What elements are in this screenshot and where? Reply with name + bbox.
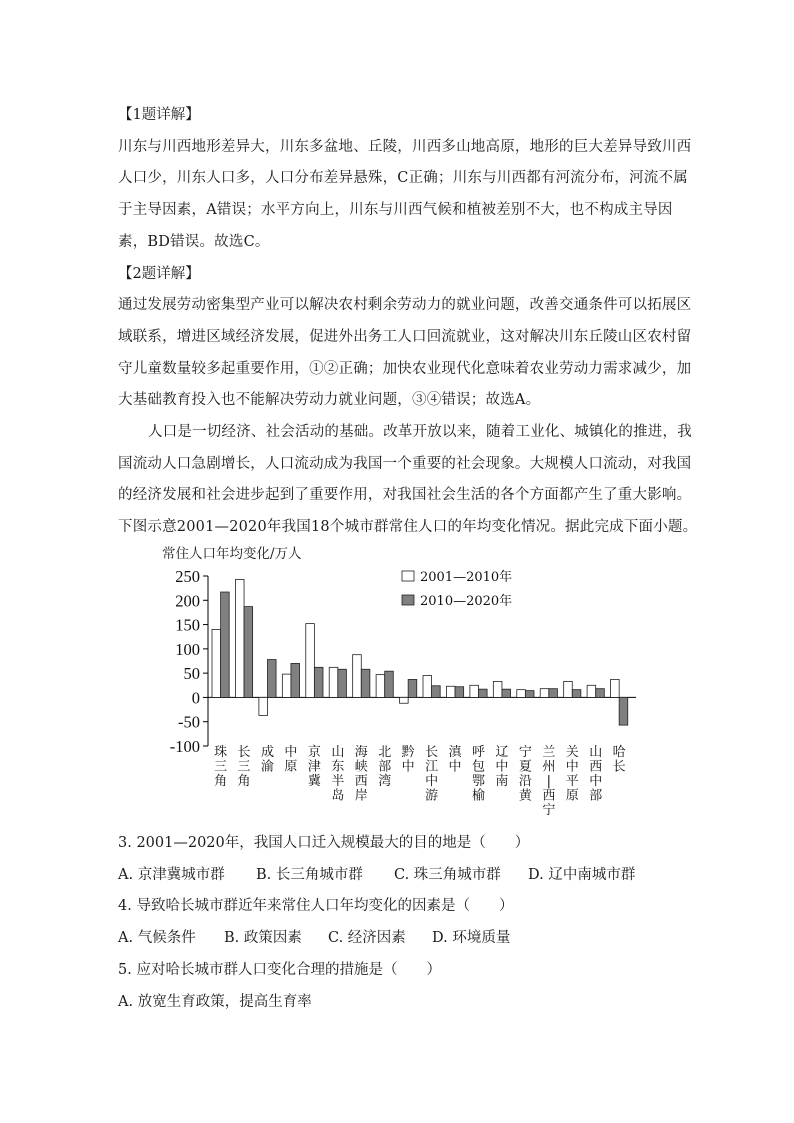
bar-2001-2010	[446, 686, 455, 697]
bar-2001-2010	[611, 679, 620, 697]
chart-legend	[402, 569, 512, 609]
q2-detail-heading: 【2题详解】	[118, 265, 200, 282]
q1-detail-line: 于主导因素，A错误；水平方向上，川东与川西气候和植被差别不大，也不构成主导因	[118, 202, 673, 219]
bar-2010-2020	[455, 687, 464, 698]
bar-2010-2020	[221, 592, 230, 697]
bar-2010-2020	[267, 660, 276, 698]
intro-line: 下图示意2001—2020年我国18个城市群常住人口的年均变化情况。据此完成下面小题。	[118, 519, 698, 536]
bar-2001-2010	[400, 697, 409, 703]
option-a[interactable]: A. 放宽生育政策，提高生育率	[118, 993, 312, 1010]
intro-line: 国流动人口急剧增长，人口流动成为我国一个重要的社会现象。大规模人口流动，对我国	[118, 455, 692, 472]
q2-detail-line: 大基础教育投入也不能解决劳动力就业问题，③④错误；故选A。	[118, 392, 541, 409]
x-tick-label: 黔中	[401, 745, 415, 775]
y-tick-label: -100	[169, 737, 200, 756]
option-b[interactable]: B. 长三角城市群	[256, 866, 363, 883]
bar-2010-2020	[244, 607, 253, 698]
bar-2010-2020	[619, 697, 628, 725]
bar-2010-2020	[478, 689, 487, 697]
question-5-stem: 5. 应对哈长城市群人口变化合理的措施是（ ）	[118, 961, 441, 978]
bar-2010-2020	[549, 689, 558, 698]
bar-2001-2010	[587, 685, 596, 697]
x-tick-label: 京津冀	[307, 745, 321, 789]
bar-2010-2020	[338, 669, 347, 697]
y-tick-label: 250	[175, 567, 200, 586]
bar-2010-2020	[314, 667, 323, 697]
bar-2010-2020	[361, 669, 370, 697]
x-tick-label: 兰州|西宁	[542, 745, 556, 818]
bar-2010-2020	[572, 690, 581, 698]
bar-2010-2020	[502, 689, 511, 697]
y-tick-label: 200	[175, 591, 200, 611]
y-tick-label: -50	[178, 712, 200, 732]
bar-2010-2020	[596, 689, 605, 698]
intro-line: 的经济发展和社会进步起到了重要作用，对我国社会生活的各个方面都产生了重大影响。	[118, 487, 692, 504]
x-tick-label: 哈长	[612, 745, 626, 775]
bar-2001-2010	[493, 681, 502, 697]
x-tick-label: 关中平原	[565, 745, 579, 804]
bar-2010-2020	[385, 671, 394, 697]
legend-label: 2010—2020年	[420, 594, 513, 609]
x-tick-label: 长江中游	[425, 745, 439, 804]
option-d[interactable]: D. 环境质量	[432, 930, 511, 947]
x-tick-label: 山东半岛	[331, 745, 345, 804]
x-tick-label: 呼包鄂榆	[471, 745, 485, 804]
legend-swatch	[402, 571, 414, 581]
bar-2001-2010	[376, 675, 385, 698]
bar-2001-2010	[540, 689, 549, 698]
question-3-stem: 3. 2001—2020年，我国人口迁入规模最大的目的地是（ ）	[118, 835, 530, 851]
legend-label: 2001—2010年	[420, 570, 513, 585]
question-5-options	[118, 987, 678, 1019]
bar-2010-2020	[408, 679, 417, 697]
y-tick-label: 50	[183, 664, 200, 684]
q2-detail-line: 守儿童数量较多起重要作用，①②正确；加快农业现代化意味着农业劳动力需求减少，加	[118, 360, 692, 377]
x-tick-label: 中原	[284, 745, 298, 775]
legend-swatch	[402, 595, 414, 605]
x-tick-label: 海峡西岸	[354, 745, 368, 804]
bar-2010-2020	[291, 663, 300, 697]
bar-2010-2020	[525, 691, 534, 698]
x-tick-label: 长三角	[237, 745, 251, 789]
q1-detail-heading: 【1题详解】	[118, 107, 200, 123]
bar-2001-2010	[564, 681, 573, 697]
x-tick-label: 成渝	[260, 745, 274, 775]
questions-section	[118, 828, 678, 1018]
x-tick-label: 山西中部	[589, 745, 603, 804]
option-a[interactable]: A. 京津冀城市群	[118, 866, 225, 883]
bar-2010-2020	[432, 686, 441, 698]
bar-2001-2010	[329, 667, 338, 697]
bar-2001-2010	[306, 624, 315, 698]
x-tick-label: 辽中南	[495, 745, 509, 789]
bar-2001-2010	[470, 685, 479, 697]
population-change-chart	[150, 540, 670, 820]
option-b[interactable]: B. 政策因素	[224, 930, 302, 947]
intro-line: 人口是一切经济、社会活动的基础。改革开放以来，随着工业化、城镇化的推进，我	[148, 424, 692, 441]
chart-x-labels	[214, 744, 626, 818]
q1-detail-line: 人口少，川东人口多，人口分布差异悬殊，C正确；川东与川西都有河流分布，河流不属	[118, 170, 688, 187]
option-c[interactable]: C. 经济因素	[328, 930, 406, 947]
bar-2001-2010	[235, 579, 244, 697]
bar-2001-2010	[423, 676, 432, 698]
x-tick-label: 宁夏沿黄	[518, 745, 532, 804]
q1-detail-line: 素，BD错误。故选C。	[118, 233, 270, 250]
option-d[interactable]: D. 辽中南城市群	[528, 866, 636, 883]
bar-2001-2010	[259, 697, 268, 715]
x-tick-label: 珠三角	[214, 745, 228, 789]
y-tick-label: 100	[175, 639, 200, 659]
y-tick-label: 0	[191, 688, 200, 708]
bar-2001-2010	[353, 655, 362, 698]
question-3-options	[118, 860, 678, 892]
x-tick-label: 北部湾	[378, 745, 392, 789]
question-4-options	[118, 923, 678, 955]
bar-2001-2010	[517, 690, 526, 698]
option-c[interactable]: C. 珠三角城市群	[394, 866, 501, 883]
x-tick-label: 滇中	[448, 745, 462, 775]
option-a[interactable]: A. 气候条件	[118, 930, 196, 947]
y-axis-label: 常住人口年均变化/万人	[162, 546, 302, 562]
q1-detail-line: 川东与川西地形差异大，川东多盆地、丘陵，川西多山地高原，地形的巨大差异导致川西	[118, 138, 692, 155]
bar-2001-2010	[282, 674, 291, 697]
q2-detail-line: 通过发展劳动密集型产业可以解决农村剩余劳动力的就业问题，改善交通条件可以拓展区	[118, 297, 692, 314]
question-4-stem: 4. 导致哈长城市群近年来常住人口年均变化的因素是（ ）	[118, 898, 514, 915]
q2-detail-line: 域联系，增进区域经济发展，促进外出务工人口回流就业，这对解决川东丘陵山区农村留	[118, 328, 692, 345]
bar-2001-2010	[212, 629, 221, 697]
explanation-section	[118, 100, 698, 544]
y-tick-label: 150	[175, 615, 200, 635]
